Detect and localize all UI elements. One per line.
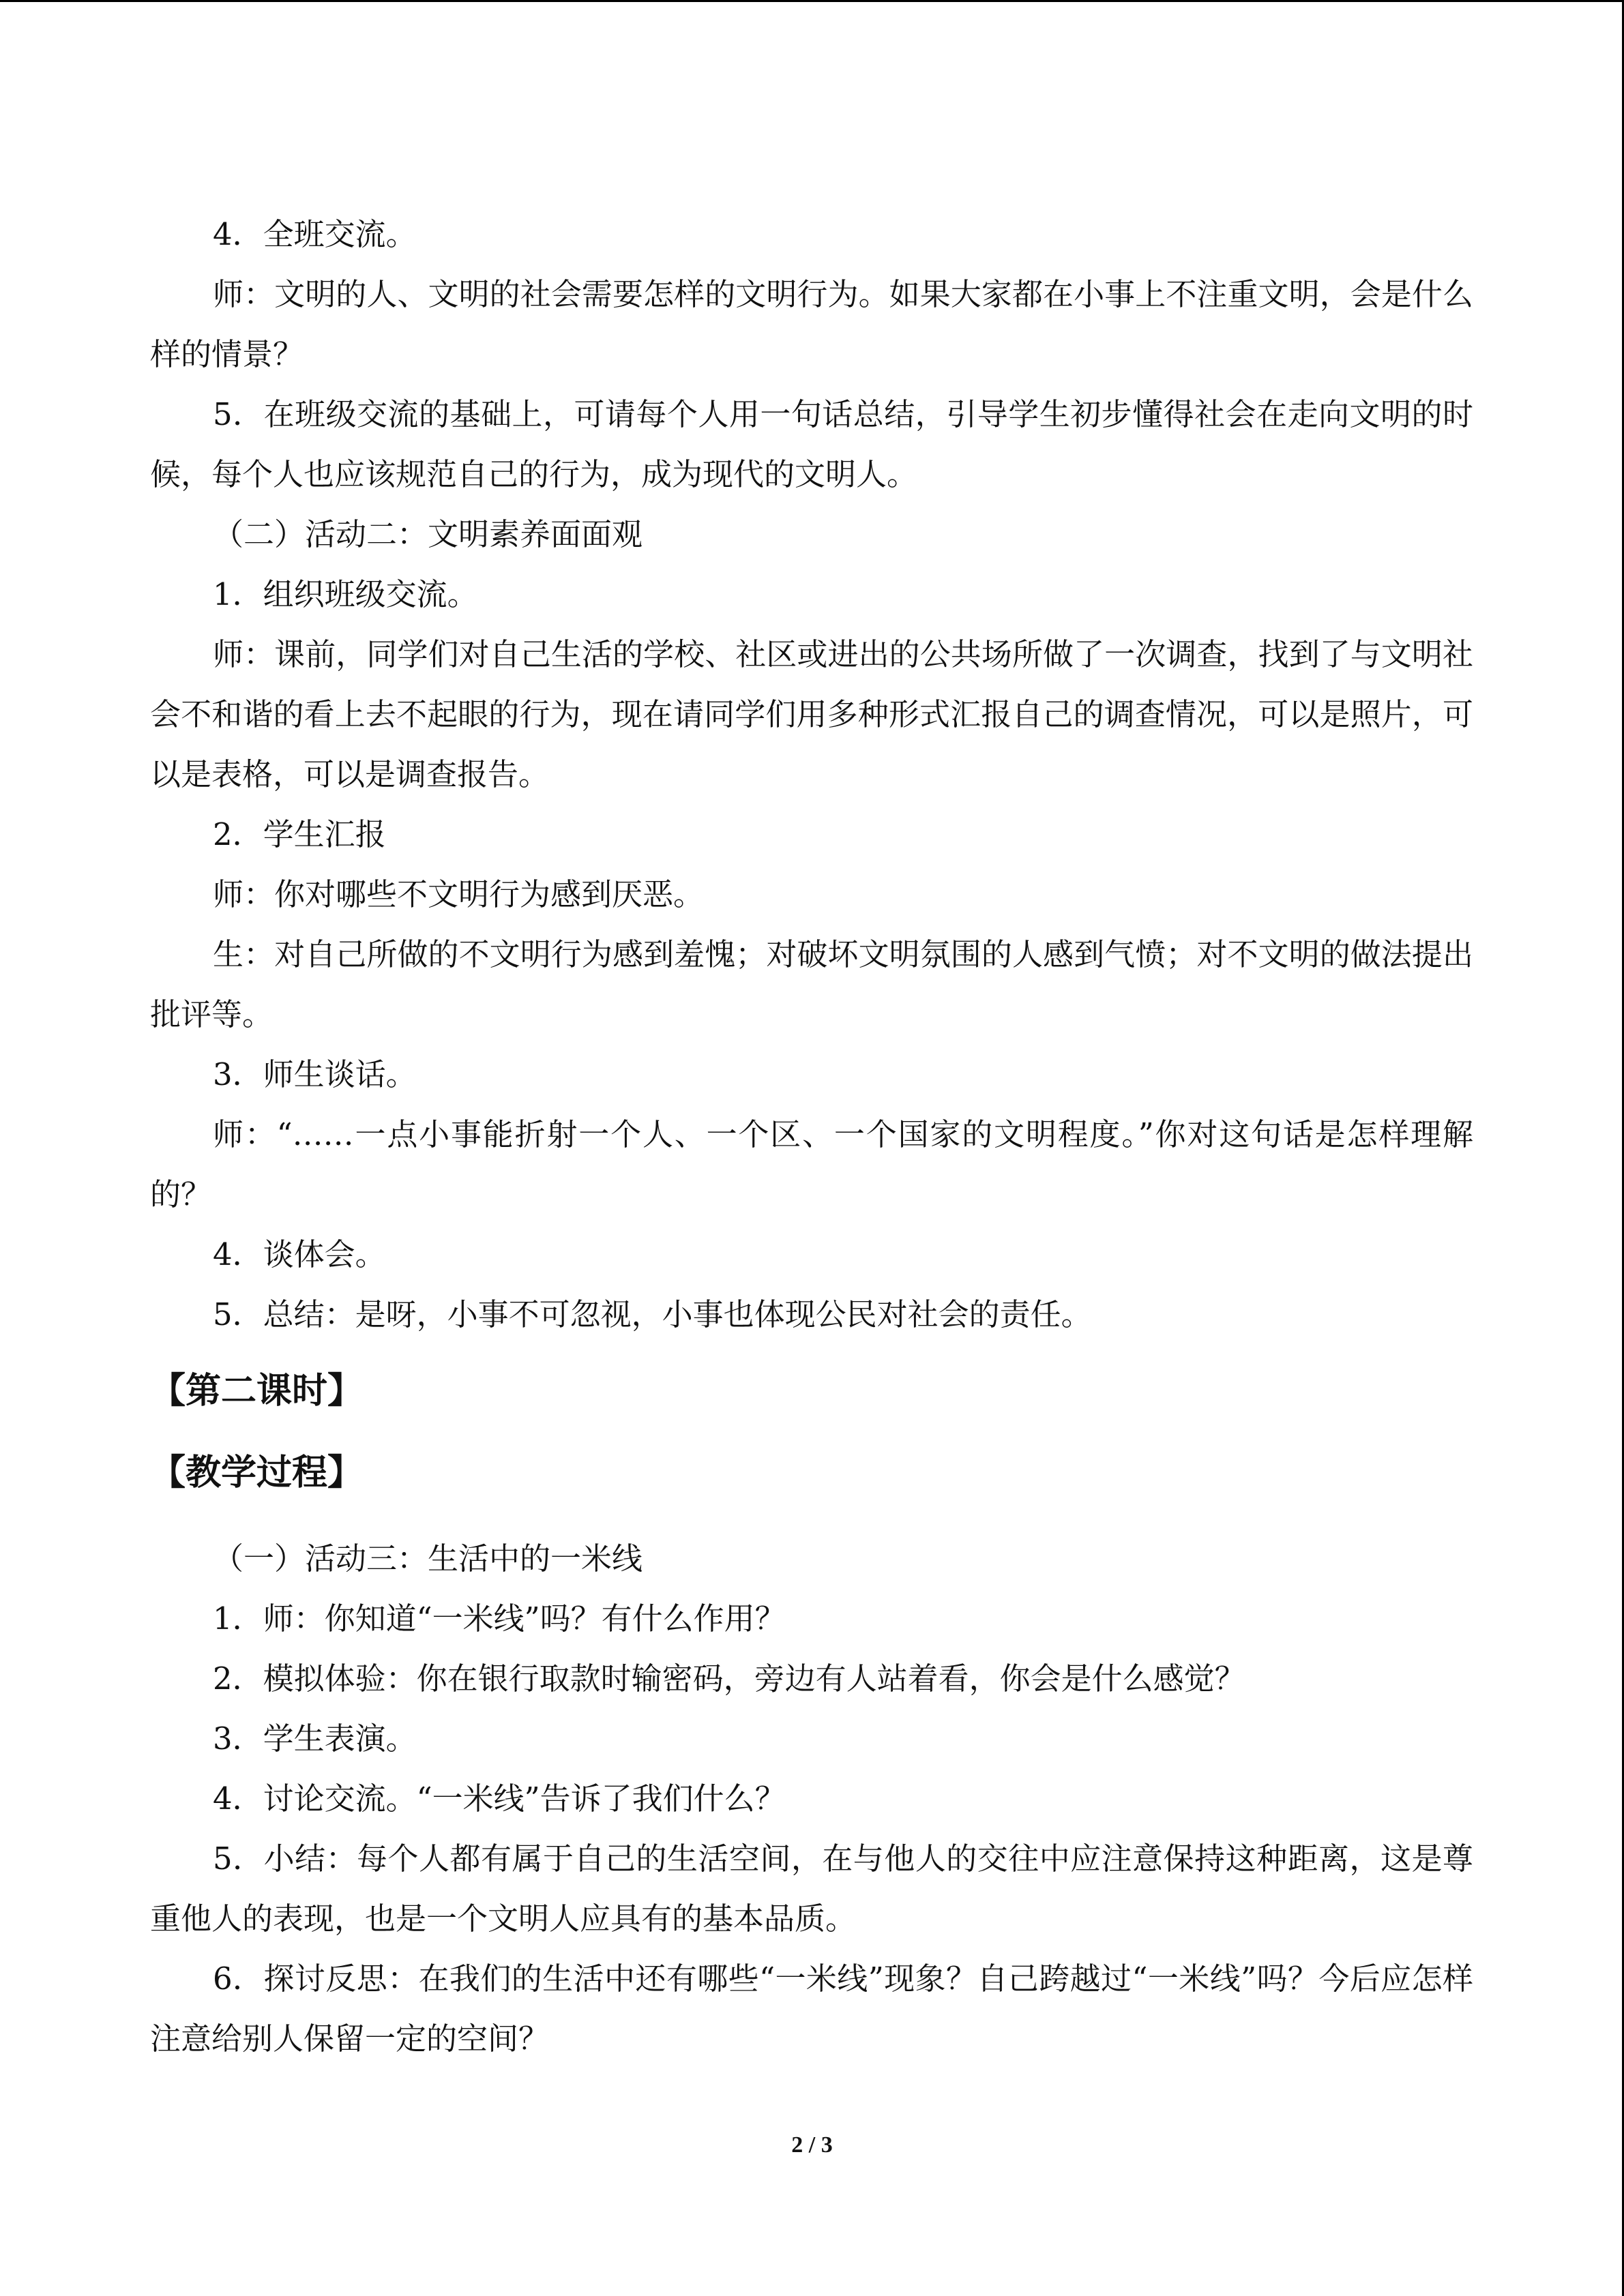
paragraph: 4．全班交流。 (213, 216, 417, 252)
subsection-title: （二）活动二：文明素养面面观 (213, 516, 643, 552)
paragraph: 3．师生谈话。 (213, 1056, 417, 1092)
paragraph: 2．学生汇报 (213, 816, 386, 852)
paragraph: 2．模拟体验：你在银行取款时输密码，旁边有人站着看，你会是什么感觉？ (213, 1660, 1245, 1697)
document-body (150, 205, 1473, 2069)
paragraph: 师：你对哪些不文明行为感到厌恶。 (213, 876, 705, 912)
paragraph: 生：对自己所做的不文明行为感到羞愧；对破坏文明氛围的人感到气愤；对不文明的做法提出批评等。 (150, 936, 1473, 1032)
paragraph: 5．小结：每个人都有属于自己的生活空间，在与他人的交往中应注意保持这种距离，这是尊重他人的表现，也是一个文明人应具有的基本品质。 (150, 1840, 1473, 1937)
paragraph: 师：文明的人、文明的社会需要怎样的文明行为。如果大家都在小事上不注重文明，会是什么样的情景？ (150, 276, 1473, 372)
top-border-line (0, 0, 1624, 2)
subsection-title: （一）活动三：生活中的一米线 (213, 1540, 643, 1577)
paragraph: 5．总结：是呀，小事不可忽视，小事也体现公民对社会的责任。 (213, 1296, 1092, 1332)
paragraph: 5．在班级交流的基础上，可请每个人用一句话总结，引导学生初步懂得社会在走向文明的时候，每个人也应该规范自己的行为，成为现代的文明人。 (150, 396, 1473, 492)
paragraph: 3．学生表演。 (213, 1720, 417, 1757)
paragraph: 师：课前，同学们对自己生活的学校、社区或进出的公共场所做了一次调查，找到了与文明社会不和谐的看上去不起眼的行为，现在请同学们用多种形式汇报自己的调查情况，可以是照片，可以是表格，可以是调查报告。 (150, 636, 1473, 792)
page-number: 2 / 3 (791, 2132, 833, 2158)
paragraph: 师：“……一点小事能折射一个人、一个区、一个国家的文明程度。”你对这句话是怎样理解的？ (150, 1116, 1473, 1212)
paragraph: 6．探讨反思：在我们的生活中还有哪些“一米线”现象？自己跨越过“一米线”吗？今后应怎样注意给别人保留一定的空间？ (150, 1960, 1473, 2057)
paragraph: 1．师：你知道“一米线”吗？有什么作用？ (213, 1600, 786, 1637)
paragraph: 4．讨论交流。“一米线”告诉了我们什么？ (213, 1780, 786, 1817)
section-heading-lesson: 【第二课时】 (150, 1371, 364, 1412)
paragraph: 4．谈体会。 (213, 1236, 386, 1272)
section-heading-process: 【教学过程】 (150, 1452, 364, 1493)
paragraph: 1．组织班级交流。 (213, 576, 478, 612)
